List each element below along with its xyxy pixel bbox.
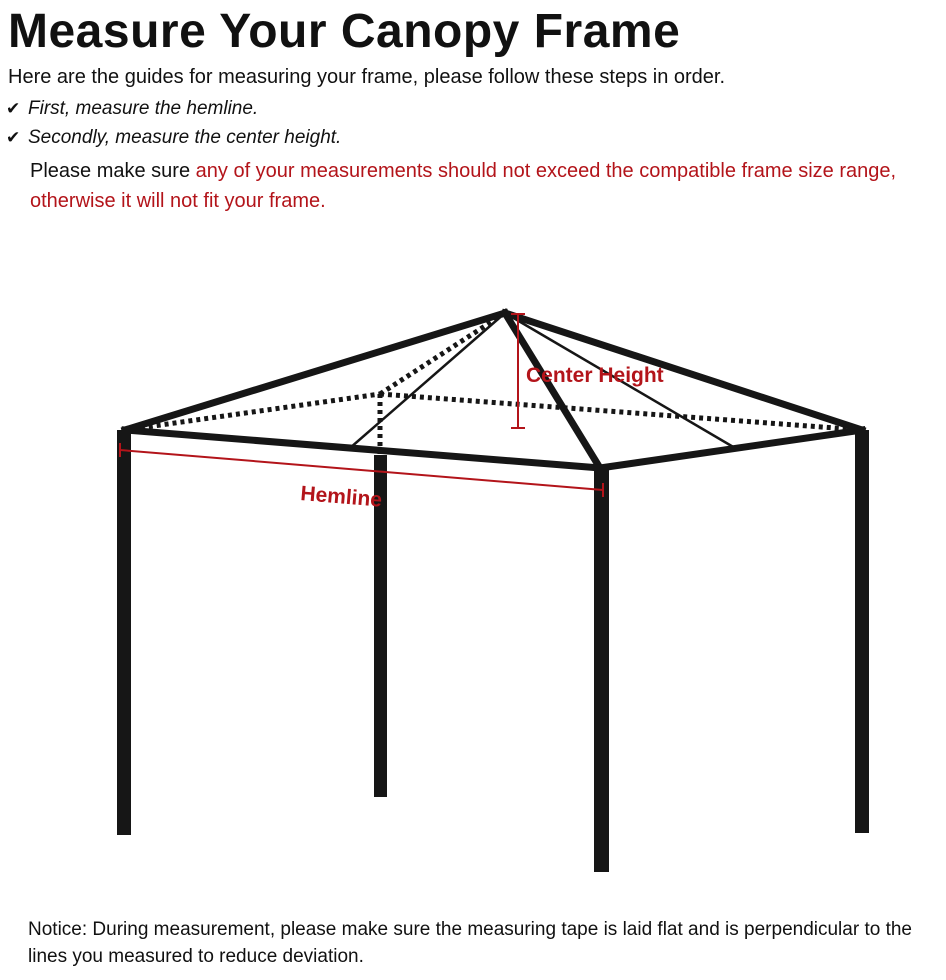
page-title: Measure Your Canopy Frame — [8, 5, 681, 58]
notice-text — [28, 916, 928, 970]
center-height-label: Center Height — [526, 364, 664, 387]
warning-highlight: any of your measurements should not exceed the compatible frame size range, otherwise it will not fit your frame. — [30, 160, 897, 212]
step-second-text: Secondly, measure the center height. — [28, 127, 342, 148]
leg-front-right — [594, 468, 609, 872]
hemline-label: Hemline — [299, 482, 383, 512]
intro-text: Here are the guides for measuring your frame, please follow these steps in order. — [8, 66, 726, 88]
notice-body: During measurement, please make sure the measuring tape is laid flat and is perpendicular to the lines you measured to reduce deviation. — [28, 919, 912, 967]
leg-front-left — [117, 430, 131, 835]
frame-outline — [125, 313, 862, 468]
warning-prefix: Please make sure — [30, 160, 196, 182]
leg-back-right — [855, 430, 869, 833]
checkmark-icon: ✔ — [6, 128, 21, 147]
frame-legs — [117, 430, 869, 872]
checkmark-icon: ✔ — [6, 99, 21, 118]
notice-label: Notice: — [28, 919, 88, 940]
step-first-text: First, measure the hemline. — [28, 98, 259, 119]
hidden-frame-edges — [125, 313, 862, 455]
